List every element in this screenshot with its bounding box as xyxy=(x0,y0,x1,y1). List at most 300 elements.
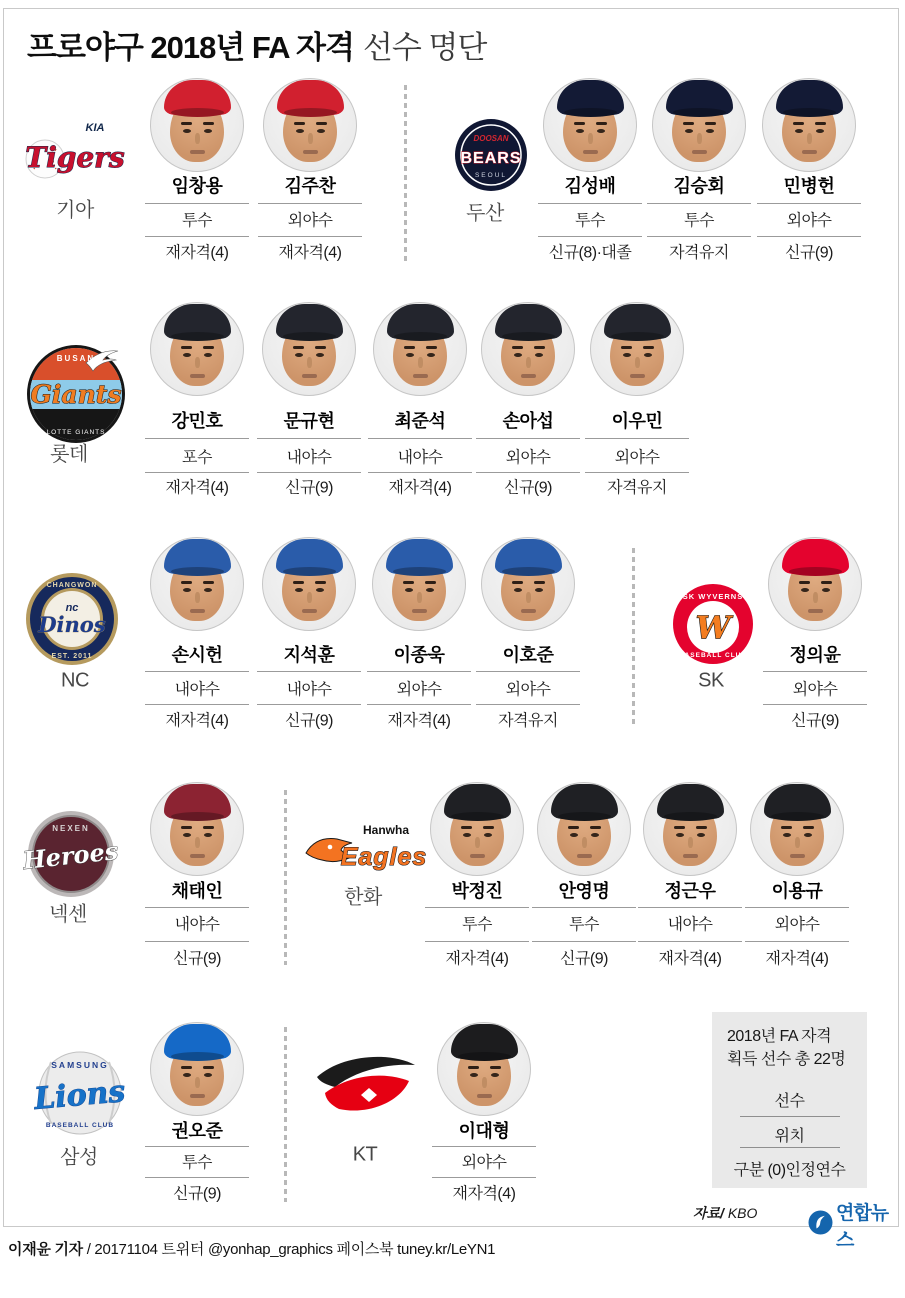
avatar-brow xyxy=(781,826,792,829)
avatar-eye xyxy=(470,1073,478,1077)
avatar-cap-brim xyxy=(611,332,664,341)
avatar-brow xyxy=(799,581,810,584)
avatar-nose xyxy=(195,1077,200,1088)
avatar-nose xyxy=(308,133,313,144)
avatar-eye xyxy=(514,353,522,357)
player-position: 외야수 xyxy=(396,681,442,699)
player-position: 내야수 xyxy=(667,916,713,934)
avatar-cap-brim xyxy=(284,108,337,117)
team-label-doosan: 두산 xyxy=(466,202,504,225)
svg-text:SAMSUNG: SAMSUNG xyxy=(51,1060,109,1070)
column-rule xyxy=(538,203,642,204)
player-position: 투수 xyxy=(462,916,492,934)
player-photo xyxy=(150,537,244,631)
avatar-mouth xyxy=(521,374,536,378)
team-label-sk: SK xyxy=(698,669,724,692)
column-rule xyxy=(145,472,249,473)
avatar-nose xyxy=(582,837,587,848)
column-rule xyxy=(367,671,471,672)
avatar-eye xyxy=(801,588,809,592)
column-rule xyxy=(257,472,361,473)
avatar-brow xyxy=(181,1066,192,1069)
avatar-mouth xyxy=(303,150,318,154)
player-position: 내야수 xyxy=(397,449,443,467)
player-position: 내야수 xyxy=(286,681,332,699)
avatar-brow xyxy=(203,122,214,125)
hanwha-logo xyxy=(304,819,432,881)
avatar-cap-brim xyxy=(771,812,824,821)
player-status: 신규(9) xyxy=(285,712,333,730)
avatar-brow xyxy=(181,581,192,584)
avatar-nose xyxy=(635,357,640,368)
avatar-cap-brim xyxy=(283,332,336,341)
avatar-brow xyxy=(294,122,305,125)
avatar-cap-brim xyxy=(394,332,447,341)
sk-logo xyxy=(672,583,754,665)
player-status: 신규(9) xyxy=(173,1185,221,1203)
avatar-eye xyxy=(822,588,830,592)
player-status: 재자격(4) xyxy=(388,479,452,497)
avatar-eye xyxy=(676,833,684,837)
player-photo xyxy=(372,537,466,631)
avatar-brow xyxy=(315,346,326,349)
svg-text:SK WYVERNS: SK WYVERNS xyxy=(682,592,744,601)
avatar-mouth xyxy=(190,150,205,154)
avatar-nose xyxy=(688,837,693,848)
legend-divider xyxy=(740,1147,840,1148)
avatar-nose xyxy=(307,357,312,368)
avatar-nose xyxy=(795,837,800,848)
source-name: KBO xyxy=(727,1205,758,1221)
legend-status: 구분 (0)인정연수 xyxy=(733,1162,846,1179)
avatar-eye xyxy=(591,833,599,837)
player-name: 문규현 xyxy=(283,411,335,431)
svg-text:BASEBALL CLUB: BASEBALL CLUB xyxy=(45,1122,115,1129)
svg-text:LOTTE GIANTS: LOTTE GIANTS xyxy=(46,429,106,436)
player-status: 자격유지 xyxy=(607,479,667,497)
avatar-mouth xyxy=(477,1094,492,1098)
avatar-brow xyxy=(674,826,685,829)
avatar-cap-brim xyxy=(283,567,336,576)
avatar-nose xyxy=(697,133,702,144)
avatar-eye xyxy=(644,353,652,357)
player-status: 신규(8)·대졸 xyxy=(548,244,632,262)
player-name: 정근우 xyxy=(664,881,716,901)
avatar-brow xyxy=(705,122,716,125)
avatar-eye xyxy=(685,129,693,133)
column-rule xyxy=(145,236,249,237)
svg-text:SEOUL: SEOUL xyxy=(474,172,508,179)
reporter-name: 이재윤 기자 xyxy=(8,1241,83,1258)
avatar-eye xyxy=(316,353,324,357)
svg-text:BEARS: BEARS xyxy=(460,150,522,167)
kia-logo xyxy=(25,117,125,185)
avatar-brow xyxy=(568,826,579,829)
svg-text:Lions: Lions xyxy=(32,1074,127,1117)
avatar-mouth xyxy=(583,150,598,154)
player-status: 재자격(4) xyxy=(452,1185,516,1203)
player-photo xyxy=(262,302,356,396)
column-rule xyxy=(425,941,529,942)
avatar-eye xyxy=(406,353,414,357)
column-rule xyxy=(258,236,362,237)
avatar-eye xyxy=(295,353,303,357)
avatar-cap-brim xyxy=(783,108,836,117)
team-label-kt: KT xyxy=(352,1143,378,1166)
publisher-name: 연합뉴스 xyxy=(836,1203,889,1251)
avatar-brow xyxy=(574,122,585,125)
player-status: 자격유지 xyxy=(669,244,729,262)
avatar-cap-brim xyxy=(558,812,611,821)
player-name: 김성배 xyxy=(564,176,616,196)
player-photo xyxy=(750,782,844,876)
svg-text:BUSAN: BUSAN xyxy=(56,354,96,363)
avatar-brow xyxy=(534,581,545,584)
avatar-brow xyxy=(821,581,832,584)
player-position: 내야수 xyxy=(286,449,332,467)
svg-text:EST. 2011: EST. 2011 xyxy=(51,653,93,660)
column-rule xyxy=(532,941,636,942)
avatar-eye xyxy=(405,588,413,592)
player-status: 재자격(4) xyxy=(658,950,722,968)
avatar-brow xyxy=(483,826,494,829)
avatar-mouth xyxy=(683,854,698,858)
avatar-brow xyxy=(590,826,601,829)
avatar-brow xyxy=(490,1066,501,1069)
nexen-logo xyxy=(21,810,120,898)
player-position: 외야수 xyxy=(614,449,660,467)
player-position: 내야수 xyxy=(174,681,220,699)
avatar-brow xyxy=(793,122,804,125)
player-photo xyxy=(652,78,746,172)
avatar-brow xyxy=(426,346,437,349)
page-title xyxy=(27,22,486,67)
avatar-cap-brim xyxy=(458,1052,511,1061)
column-rule xyxy=(257,704,361,705)
player-status: 신규(9) xyxy=(785,244,833,262)
avatar-brow xyxy=(683,122,694,125)
player-name: 이대형 xyxy=(458,1121,510,1141)
column-rule xyxy=(476,671,580,672)
avatar-eye xyxy=(804,833,812,837)
avatar-cap-brim xyxy=(664,812,717,821)
avatar-brow xyxy=(203,346,214,349)
player-photo xyxy=(150,78,244,172)
player-name: 정의윤 xyxy=(789,645,841,665)
avatar-cap-brim xyxy=(502,567,555,576)
avatar-mouth xyxy=(577,854,592,858)
dotted-divider xyxy=(284,790,287,965)
player-photo xyxy=(643,782,737,876)
player-name: 임창용 xyxy=(171,176,223,196)
avatar-cap-brim xyxy=(171,332,224,341)
avatar-brow xyxy=(696,826,707,829)
player-photo xyxy=(150,782,244,876)
footer-text: / 20171104 트위터 @yonhap_graphics 페이스북 tuney.kr/LeYN1 xyxy=(82,1241,496,1258)
avatar-nose xyxy=(482,1077,487,1088)
player-status: 신규(9) xyxy=(791,712,839,730)
player-name: 채태인 xyxy=(171,881,223,901)
svg-text:Heroes: Heroes xyxy=(21,836,120,875)
column-rule xyxy=(145,941,249,942)
avatar-brow xyxy=(181,346,192,349)
avatar-brow xyxy=(534,346,545,349)
avatar-eye xyxy=(623,353,631,357)
player-photo xyxy=(430,782,524,876)
player-name: 권오준 xyxy=(171,1121,223,1141)
avatar-brow xyxy=(643,346,654,349)
column-rule xyxy=(257,438,361,439)
column-rule xyxy=(647,236,751,237)
column-rule xyxy=(476,472,580,473)
team-label-hanwha: 한화 xyxy=(344,886,382,909)
avatar-nose xyxy=(307,592,312,603)
avatar-brow xyxy=(293,346,304,349)
legend-player: 선수 xyxy=(774,1093,805,1110)
avatar-cap-brim xyxy=(673,108,726,117)
column-rule xyxy=(145,907,249,908)
avatar-eye xyxy=(183,129,191,133)
svg-text:nc: nc xyxy=(65,602,79,614)
team-label-nc: NC xyxy=(61,669,89,692)
column-rule xyxy=(257,671,361,672)
avatar-nose xyxy=(813,592,818,603)
avatar-cap-brim xyxy=(393,567,446,576)
avatar-eye xyxy=(576,129,584,133)
player-status: 신규(9) xyxy=(173,950,221,968)
player-position: 외야수 xyxy=(786,212,832,230)
column-rule xyxy=(763,704,867,705)
avatar-brow xyxy=(315,581,326,584)
player-name: 손시헌 xyxy=(171,645,223,665)
avatar-brow xyxy=(815,122,826,125)
source-label: 자료/ xyxy=(693,1205,724,1221)
avatar-brow xyxy=(316,122,327,125)
nc-logo xyxy=(24,571,120,667)
avatar-nose xyxy=(195,133,200,144)
svg-text:KIA: KIA xyxy=(85,122,105,134)
player-photo xyxy=(150,302,244,396)
player-position: 포수 xyxy=(182,449,212,467)
avatar-eye xyxy=(570,833,578,837)
avatar-eye xyxy=(484,833,492,837)
player-photo xyxy=(262,537,356,631)
player-position: 외야수 xyxy=(792,681,838,699)
column-rule xyxy=(367,704,471,705)
column-rule xyxy=(368,472,472,473)
player-position: 투수 xyxy=(684,212,714,230)
avatar-eye xyxy=(183,353,191,357)
column-rule xyxy=(145,1146,249,1147)
column-rule xyxy=(145,671,249,672)
player-name: 이우민 xyxy=(611,411,663,431)
avatar-eye xyxy=(816,129,824,133)
player-position: 투수 xyxy=(182,212,212,230)
player-position: 외야수 xyxy=(774,916,820,934)
player-name: 안영명 xyxy=(558,881,610,901)
avatar-eye xyxy=(697,833,705,837)
avatar-mouth xyxy=(412,609,427,613)
footer-credit xyxy=(8,1238,495,1259)
avatar-brow xyxy=(425,581,436,584)
summary-line-1: 2018년 FA 자격 xyxy=(727,1028,832,1045)
player-name: 이호준 xyxy=(502,645,554,665)
title-sub: 선수 명단 xyxy=(362,30,487,65)
avatar-brow xyxy=(203,1066,214,1069)
avatar-eye xyxy=(204,353,212,357)
avatar-eye xyxy=(535,588,543,592)
avatar-brow xyxy=(803,826,814,829)
summary-box xyxy=(712,1012,867,1188)
avatar-brow xyxy=(203,581,214,584)
avatar-eye xyxy=(706,129,714,133)
player-status: 재자격(4) xyxy=(165,479,229,497)
player-status: 신규(9) xyxy=(285,479,333,497)
avatar-eye xyxy=(317,129,325,133)
avatar-eye xyxy=(597,129,605,133)
avatar-brow xyxy=(512,346,523,349)
column-rule xyxy=(538,236,642,237)
avatar-brow xyxy=(621,346,632,349)
avatar-eye xyxy=(783,833,791,837)
svg-text:Hanwha: Hanwha xyxy=(362,823,410,837)
svg-text:CHANGWON: CHANGWON xyxy=(46,582,98,589)
svg-text:Dinos: Dinos xyxy=(38,612,106,637)
column-rule xyxy=(745,907,849,908)
avatar-brow xyxy=(181,122,192,125)
player-position: 외야수 xyxy=(505,449,551,467)
column-rule xyxy=(425,907,529,908)
avatar-cap-brim xyxy=(789,567,842,576)
column-rule xyxy=(145,704,249,705)
player-status: 재자격(4) xyxy=(765,950,829,968)
avatar-brow xyxy=(512,581,523,584)
player-position: 외야수 xyxy=(461,1154,507,1172)
avatar-brow xyxy=(181,826,192,829)
doosan-logo xyxy=(454,118,528,192)
column-rule xyxy=(757,203,861,204)
player-name: 이종욱 xyxy=(393,645,445,665)
avatar-nose xyxy=(588,133,593,144)
player-status: 신규(9) xyxy=(504,479,552,497)
avatar-nose xyxy=(807,133,812,144)
player-status: 재자격(4) xyxy=(387,712,451,730)
avatar-eye xyxy=(295,588,303,592)
player-photo xyxy=(150,1022,244,1116)
player-status: 신규(9) xyxy=(560,950,608,968)
avatar-mouth xyxy=(790,854,805,858)
team-label-lotte: 롯데 xyxy=(50,443,88,466)
player-status: 자격유지 xyxy=(498,712,558,730)
column-rule xyxy=(145,203,249,204)
avatar-eye xyxy=(514,588,522,592)
player-status: 재자격(4) xyxy=(165,244,229,262)
avatar-brow xyxy=(403,581,414,584)
avatar-mouth xyxy=(413,374,428,378)
avatar-nose xyxy=(475,837,480,848)
avatar-cap-brim xyxy=(171,812,224,821)
avatar-nose xyxy=(417,592,422,603)
avatar-cap-brim xyxy=(171,1052,224,1061)
column-rule xyxy=(647,203,751,204)
avatar-cap-brim xyxy=(564,108,617,117)
column-rule xyxy=(638,907,742,908)
column-rule xyxy=(368,438,472,439)
avatar-nose xyxy=(526,357,531,368)
avatar-brow xyxy=(461,826,472,829)
svg-text:NEXEN: NEXEN xyxy=(52,824,90,833)
player-name: 최준석 xyxy=(394,411,446,431)
column-rule xyxy=(432,1146,536,1147)
avatar-brow xyxy=(468,1066,479,1069)
avatar-eye xyxy=(204,833,212,837)
player-position: 외야수 xyxy=(287,212,333,230)
avatar-eye xyxy=(204,1073,212,1077)
column-rule xyxy=(763,671,867,672)
avatar-mouth xyxy=(302,374,317,378)
player-photo xyxy=(373,302,467,396)
dotted-divider xyxy=(404,85,407,265)
player-photo xyxy=(762,78,856,172)
kt-logo xyxy=(311,1051,423,1123)
player-name: 지석훈 xyxy=(283,645,335,665)
player-photo xyxy=(543,78,637,172)
player-photo xyxy=(263,78,357,172)
avatar-mouth xyxy=(692,150,707,154)
player-name: 박정진 xyxy=(451,881,503,901)
player-photo xyxy=(437,1022,531,1116)
column-rule xyxy=(745,941,849,942)
avatar-nose xyxy=(418,357,423,368)
avatar-mouth xyxy=(802,150,817,154)
summary-line-2: 획득 선수 총 22명 xyxy=(727,1051,846,1068)
column-rule xyxy=(145,438,249,439)
avatar-eye xyxy=(463,833,471,837)
player-photo xyxy=(481,302,575,396)
dotted-divider xyxy=(284,1027,287,1202)
player-position: 외야수 xyxy=(505,681,551,699)
avatar-mouth xyxy=(470,854,485,858)
player-name: 손아섭 xyxy=(502,411,554,431)
avatar-mouth xyxy=(190,374,205,378)
avatar-eye xyxy=(795,129,803,133)
team-label-kia: 기아 xyxy=(56,199,94,222)
avatar-eye xyxy=(316,588,324,592)
avatar-mouth xyxy=(190,854,205,858)
avatar-nose xyxy=(526,592,531,603)
publisher-logo xyxy=(808,1198,905,1252)
avatar-eye xyxy=(183,588,191,592)
avatar-eye xyxy=(427,353,435,357)
column-rule xyxy=(585,472,689,473)
legend-divider xyxy=(740,1116,840,1117)
avatar-cap-brim xyxy=(502,332,555,341)
player-position: 투수 xyxy=(569,916,599,934)
column-rule xyxy=(532,907,636,908)
avatar-brow xyxy=(404,346,415,349)
svg-text:Giants: Giants xyxy=(30,380,122,409)
player-status: 재자격(4) xyxy=(278,244,342,262)
avatar-eye xyxy=(535,353,543,357)
player-photo xyxy=(481,537,575,631)
avatar-mouth xyxy=(302,609,317,613)
title-main: 프로야구 2018년 FA 자격 xyxy=(27,30,354,65)
avatar-brow xyxy=(293,581,304,584)
source-credit xyxy=(693,1203,757,1223)
avatar-brow xyxy=(596,122,607,125)
avatar-eye xyxy=(296,129,304,133)
player-status: 재자격(4) xyxy=(165,712,229,730)
